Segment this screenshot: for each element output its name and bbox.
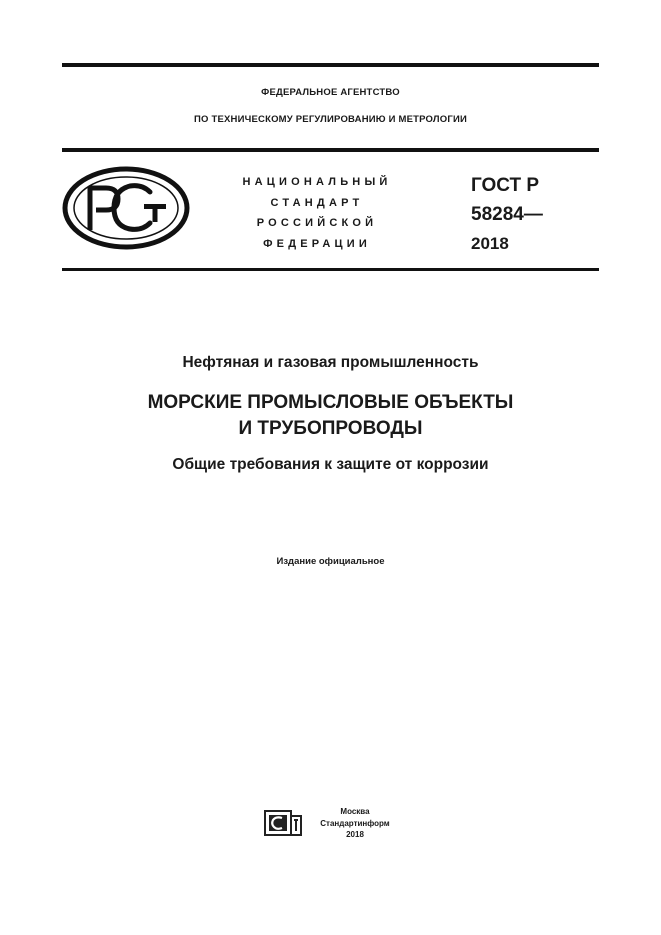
standard-code-line2: 58284— (471, 204, 543, 225)
top-rule (62, 63, 599, 67)
publisher-city: Москва (340, 807, 370, 816)
industry-title: Нефтяная и газовая промышленность (182, 354, 479, 371)
edition-label: Издание официальное (276, 556, 385, 567)
publisher-year: 2018 (346, 830, 364, 839)
main-title-line1: МОРСКИЕ ПРОМЫСЛОВЫЕ ОБЪЕКТЫ (147, 392, 514, 413)
national-line-3: РОССИЙСКОЙ (256, 217, 378, 229)
main-title (62, 390, 599, 442)
national-line-4: ФЕДЕРАЦИИ (263, 237, 371, 250)
national-standard-label (222, 172, 412, 254)
rst-gost-logo-icon (62, 166, 190, 250)
standard-code (471, 171, 543, 258)
standartinform-logo-icon (264, 808, 304, 838)
agency-name-line1: ФЕДЕРАЛЬНОЕ АГЕНТСТВО (261, 87, 400, 98)
national-line-2: СТАНДАРТ (270, 196, 364, 209)
standard-code-line1: ГОСТ Р (471, 175, 540, 196)
standard-code-year: 2018 (471, 234, 509, 253)
subtitle: Общие требования к защите от коррозии (172, 456, 489, 473)
bottom-rule (62, 268, 599, 271)
agency-name-line2: ПО ТЕХНИЧЕСКОМУ РЕГУЛИРОВАНИЮ И МЕТРОЛОГИИ (194, 114, 467, 125)
main-title-line2: И ТРУБОПРОВОДЫ (238, 418, 423, 439)
middle-rule (62, 148, 599, 152)
publisher-info (310, 806, 400, 841)
publisher-name: Стандартинформ (320, 818, 390, 828)
national-line-1: НАЦИОНАЛЬНЫЙ (242, 176, 392, 188)
